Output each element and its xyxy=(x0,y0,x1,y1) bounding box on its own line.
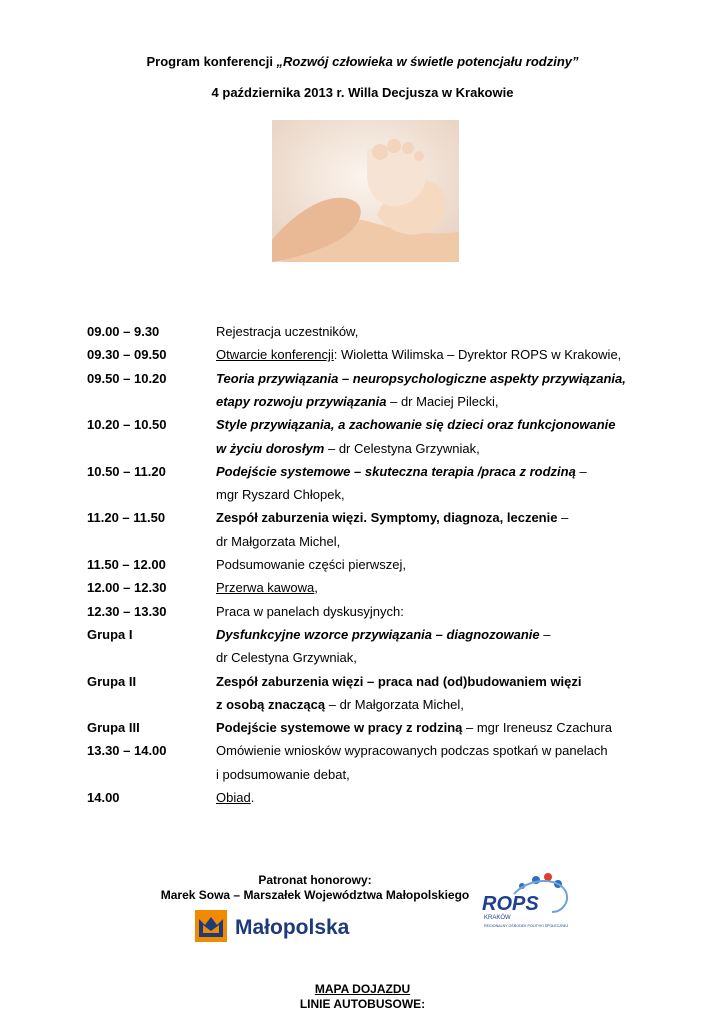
patronage-label: Patronat honorowy: xyxy=(258,873,372,887)
schedule-time: 11.50 – 12.00 xyxy=(87,557,166,572)
description-segment: dr Małgorzata Michel, xyxy=(216,534,341,549)
schedule-description xyxy=(216,415,616,435)
description-segment: Zespół zaburzenia więzi. Symptomy, diagnoza, leczenie xyxy=(216,510,558,525)
schedule-row xyxy=(87,462,667,482)
schedule-description xyxy=(216,648,357,668)
description-segment: z osobą znaczącą xyxy=(216,697,326,712)
schedule-time: 13.30 – 14.00 xyxy=(87,743,167,758)
schedule-description xyxy=(216,322,358,342)
schedule-description xyxy=(216,695,464,715)
description-segment: w życiu dorosłym xyxy=(216,441,325,456)
description-segment: etapy rozwoju przywiązania xyxy=(216,394,387,409)
description-segment: – dr Celestyna Grzywniak, xyxy=(324,441,480,456)
schedule-time: 10.50 – 11.20 xyxy=(87,464,166,479)
schedule-row xyxy=(87,555,667,575)
schedule-description xyxy=(216,765,350,785)
schedule-row-continuation xyxy=(87,695,667,715)
schedule-description xyxy=(216,625,551,645)
schedule-description xyxy=(216,508,568,528)
description-segment: – dr Maciej Pilecki, xyxy=(386,394,499,409)
schedule-row xyxy=(87,741,667,761)
schedule-time: 14.00 xyxy=(87,790,120,805)
description-segment: Otwarcie konferencji xyxy=(216,347,334,362)
schedule-time: 10.20 – 10.50 xyxy=(87,417,167,432)
description-segment: i podsumowanie debat, xyxy=(216,767,350,782)
title-prefix: Program konferencji xyxy=(146,54,277,69)
description-segment: Podejście systemowe w pracy z rodziną xyxy=(216,720,463,735)
rops-text: ROPS xyxy=(482,893,539,915)
schedule-row xyxy=(87,508,667,528)
schedule-row xyxy=(87,672,667,692)
schedule-row xyxy=(87,345,667,365)
map-label-text: MAPA DOJAZDU xyxy=(314,982,411,996)
description-segment: – xyxy=(575,464,587,479)
description-segment: Teoria przywiązania – neuropsychologiczne aspekty przywiązania, xyxy=(216,371,626,386)
schedule-row xyxy=(87,788,667,808)
description-segment: . xyxy=(250,790,255,805)
schedule-row xyxy=(87,369,667,389)
bus-lines-label: LINIE AUTOBUSOWE: xyxy=(299,997,426,1011)
schedule-description xyxy=(216,439,480,459)
description-segment: Podsumowanie części pierwszej, xyxy=(216,557,407,572)
hands-holding-baby-foot-photo xyxy=(272,120,459,262)
schedule-description xyxy=(216,369,626,389)
description-segment: Praca w panelach dyskusyjnych: xyxy=(216,604,404,619)
description-segment: – mgr Ireneusz Czachura xyxy=(462,720,612,735)
schedule-description xyxy=(216,345,621,365)
page-title xyxy=(0,54,725,69)
description-segment: dr Celestyna Grzywniak, xyxy=(216,650,357,665)
description-segment: Style przywiązania, a zachowanie się dzieci oraz funkcjonowanie xyxy=(216,417,616,432)
patronage-name: Marek Sowa – Marszałek Województwa Małopolskiego xyxy=(160,888,470,902)
title-italic: „Rozwój człowieka w świetle potencjału rodziny” xyxy=(276,54,579,69)
schedule-row-continuation xyxy=(87,648,667,668)
schedule-time: 09.00 – 9.30 xyxy=(87,324,160,339)
schedule-description xyxy=(216,532,340,552)
description-segment: mgr Ryszard Chłopek, xyxy=(216,487,345,502)
schedule-row xyxy=(87,322,667,342)
schedule-description xyxy=(216,462,587,482)
patronage-block xyxy=(100,873,530,902)
schedule-time: Grupa III xyxy=(87,720,140,735)
schedule-description xyxy=(216,578,318,598)
malopolska-logo xyxy=(195,910,355,942)
description-segment: : Wioletta Wilimska – Dyrektor ROPS w Krakowie, xyxy=(333,347,622,362)
description-segment: , xyxy=(314,580,318,595)
schedule-time: 12.00 – 12.30 xyxy=(87,580,167,595)
malopolska-text: Małopolska xyxy=(235,916,350,939)
rops-subtitle: REGIONALNY OŚRODEK POLITYKI SPOŁECZNEJ xyxy=(484,924,569,928)
description-segment: Przerwa kawowa xyxy=(216,580,315,595)
schedule-description xyxy=(216,392,498,412)
description-segment: – xyxy=(557,510,569,525)
schedule-time: 12.30 – 13.30 xyxy=(87,604,167,619)
description-segment: – dr Małgorzata Michel, xyxy=(325,697,464,712)
schedule-row xyxy=(87,718,667,738)
map-label xyxy=(0,982,725,996)
date-location-line: 4 października 2013 r. Willa Decjusza w Krakowie xyxy=(211,85,514,100)
schedule-time: 11.20 – 11.50 xyxy=(87,510,166,525)
description-segment: Dysfunkcyjne wzorce przywiązania – diagnozowanie xyxy=(216,627,540,642)
rops-logo xyxy=(478,872,573,932)
description-segment: Podejście systemowe – skuteczna terapia /praca z rodziną xyxy=(216,464,576,479)
schedule-row-continuation xyxy=(87,765,667,785)
schedule-row xyxy=(87,578,667,598)
schedule-time: Grupa I xyxy=(87,627,133,642)
description-segment: – xyxy=(539,627,551,642)
description-segment: Omówienie wniosków wypracowanych podczas spotkań w panelach xyxy=(216,743,608,758)
schedule-row-continuation xyxy=(87,485,667,505)
schedule-description xyxy=(216,741,608,761)
schedule-time: Grupa II xyxy=(87,674,137,689)
description-segment: Rejestracja uczestników, xyxy=(216,324,359,339)
schedule-time: 09.50 – 10.20 xyxy=(87,371,167,386)
schedule-description xyxy=(216,672,582,692)
schedule-description xyxy=(216,485,345,505)
schedule-description xyxy=(216,788,254,808)
schedule-description xyxy=(216,555,406,575)
schedule-row-continuation xyxy=(87,532,667,552)
schedule-description xyxy=(216,602,404,622)
schedule-row xyxy=(87,602,667,622)
schedule-row-continuation xyxy=(87,439,667,459)
schedule-time: 09.30 – 09.50 xyxy=(87,347,167,362)
description-segment: Zespół zaburzenia więzi – praca nad (od)budowaniem więzi xyxy=(216,674,582,689)
schedule-row xyxy=(87,625,667,645)
schedule-description xyxy=(216,718,612,738)
schedule-row-continuation xyxy=(87,392,667,412)
schedule-row xyxy=(87,415,667,435)
rops-city: KRAKÓW xyxy=(484,915,511,921)
description-segment: Obiad xyxy=(216,790,251,805)
